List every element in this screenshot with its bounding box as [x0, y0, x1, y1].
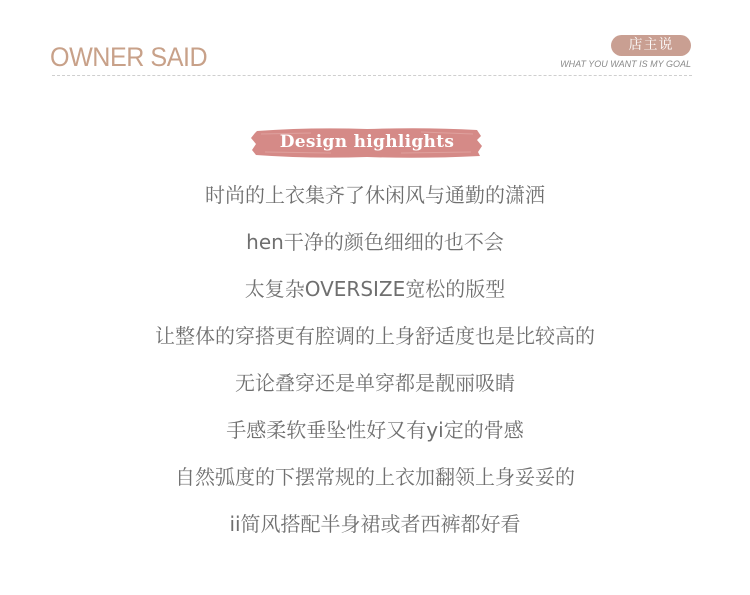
section-title: Design highlights	[279, 132, 455, 152]
description-line: 让整体的穿搭更有腔调的上身舒适度也是比较高的	[155, 324, 595, 348]
description-list	[0, 180, 750, 556]
description-line: 时尚的上衣集齐了休闲风与通勤的潇洒	[205, 183, 545, 207]
description-line: 太复杂OVERSIZE宽松的版型	[244, 277, 506, 301]
description-line: 自然弧度的下摆常规的上衣加翻领上身妥妥的	[175, 465, 575, 489]
header-title: OWNER SAID	[50, 42, 208, 72]
description-line: 手感柔软垂坠性好又有yi定的骨感	[226, 418, 524, 442]
description-line: 无论叠穿还是单穿都是靓丽吸睛	[235, 371, 515, 395]
header-slogan: WHAT YOU WANT IS MY GOAL	[560, 59, 691, 69]
section-highlight	[251, 126, 483, 159]
header-badge: 店主说	[611, 35, 691, 56]
description-line: ii简风搭配半身裙或者西裤都好看	[229, 512, 521, 536]
description-line: hen干净的颜色细细的也不会	[246, 230, 504, 254]
header-divider	[52, 75, 692, 76]
